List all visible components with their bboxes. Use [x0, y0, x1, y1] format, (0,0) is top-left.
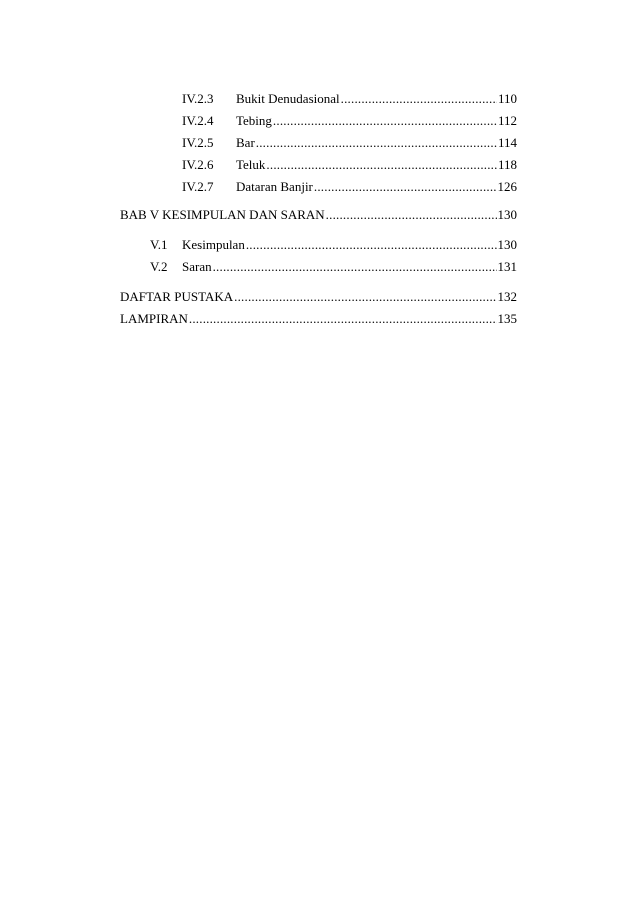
toc-entry-title: Kesimpulan — [182, 237, 245, 252]
toc-chapter-title: LAMPIRAN — [120, 311, 188, 326]
toc-leader-dots — [189, 311, 497, 327]
toc-entry-v-1 — [150, 237, 517, 253]
toc-entry-number: IV.2.5 — [182, 135, 214, 150]
toc-entry-number: IV.2.6 — [182, 157, 214, 172]
toc-leader-dots — [273, 113, 497, 129]
toc-entry-page: 110 — [497, 91, 517, 106]
toc-entry-page: 112 — [497, 113, 517, 128]
toc-chapter-title: DAFTAR PUSTAKA — [120, 289, 234, 304]
toc-entry-page: 135 — [497, 311, 517, 326]
toc-chapter-bab-v — [120, 207, 517, 223]
toc-entry-v-2 — [150, 259, 517, 275]
toc-entry-iv-2-6 — [182, 157, 517, 173]
toc-entry-lampiran — [120, 311, 517, 327]
toc-leader-dots — [266, 157, 497, 173]
toc-leader-dots — [256, 135, 497, 151]
toc-entry-page: 130 — [497, 237, 517, 252]
toc-leader-dots — [341, 91, 497, 107]
toc-entry-number: V.2 — [150, 259, 168, 274]
toc-entry-iv-2-3 — [182, 91, 517, 107]
toc-entry-number: IV.2.4 — [182, 113, 214, 128]
toc-entry-title: Teluk — [236, 157, 266, 172]
toc-entry-title: Dataran Banjir — [236, 179, 313, 194]
toc-entry-title: Bukit Denudasional — [236, 91, 340, 106]
toc-entry-number: IV.2.7 — [182, 179, 214, 194]
toc-entry-daftar-pustaka — [120, 289, 517, 305]
toc-leader-dots — [213, 259, 497, 275]
toc-leader-dots — [326, 207, 497, 223]
toc-leader-dots — [246, 237, 497, 253]
toc-entry-page: 118 — [497, 157, 517, 172]
toc-leader-dots — [234, 289, 496, 305]
toc-entry-iv-2-7 — [182, 179, 517, 195]
toc-entry-title: Tebing — [236, 113, 272, 128]
toc-entry-number: V.1 — [150, 237, 168, 252]
toc-entry-title: Bar — [236, 135, 255, 150]
toc-entry-title: Saran — [182, 259, 212, 274]
toc-entry-page: 126 — [497, 179, 517, 194]
toc-entry-page: 131 — [497, 259, 517, 274]
toc-entry-page: 132 — [497, 289, 517, 304]
toc-leader-dots — [314, 179, 497, 195]
toc-entry-iv-2-5 — [182, 135, 517, 151]
toc-entry-number: IV.2.3 — [182, 91, 214, 106]
toc-entry-iv-2-4 — [182, 113, 517, 129]
toc-chapter-title: BAB V KESIMPULAN DAN SARAN — [120, 207, 325, 222]
toc-entry-page: 114 — [497, 135, 517, 150]
toc-entry-page: 130 — [497, 207, 517, 222]
